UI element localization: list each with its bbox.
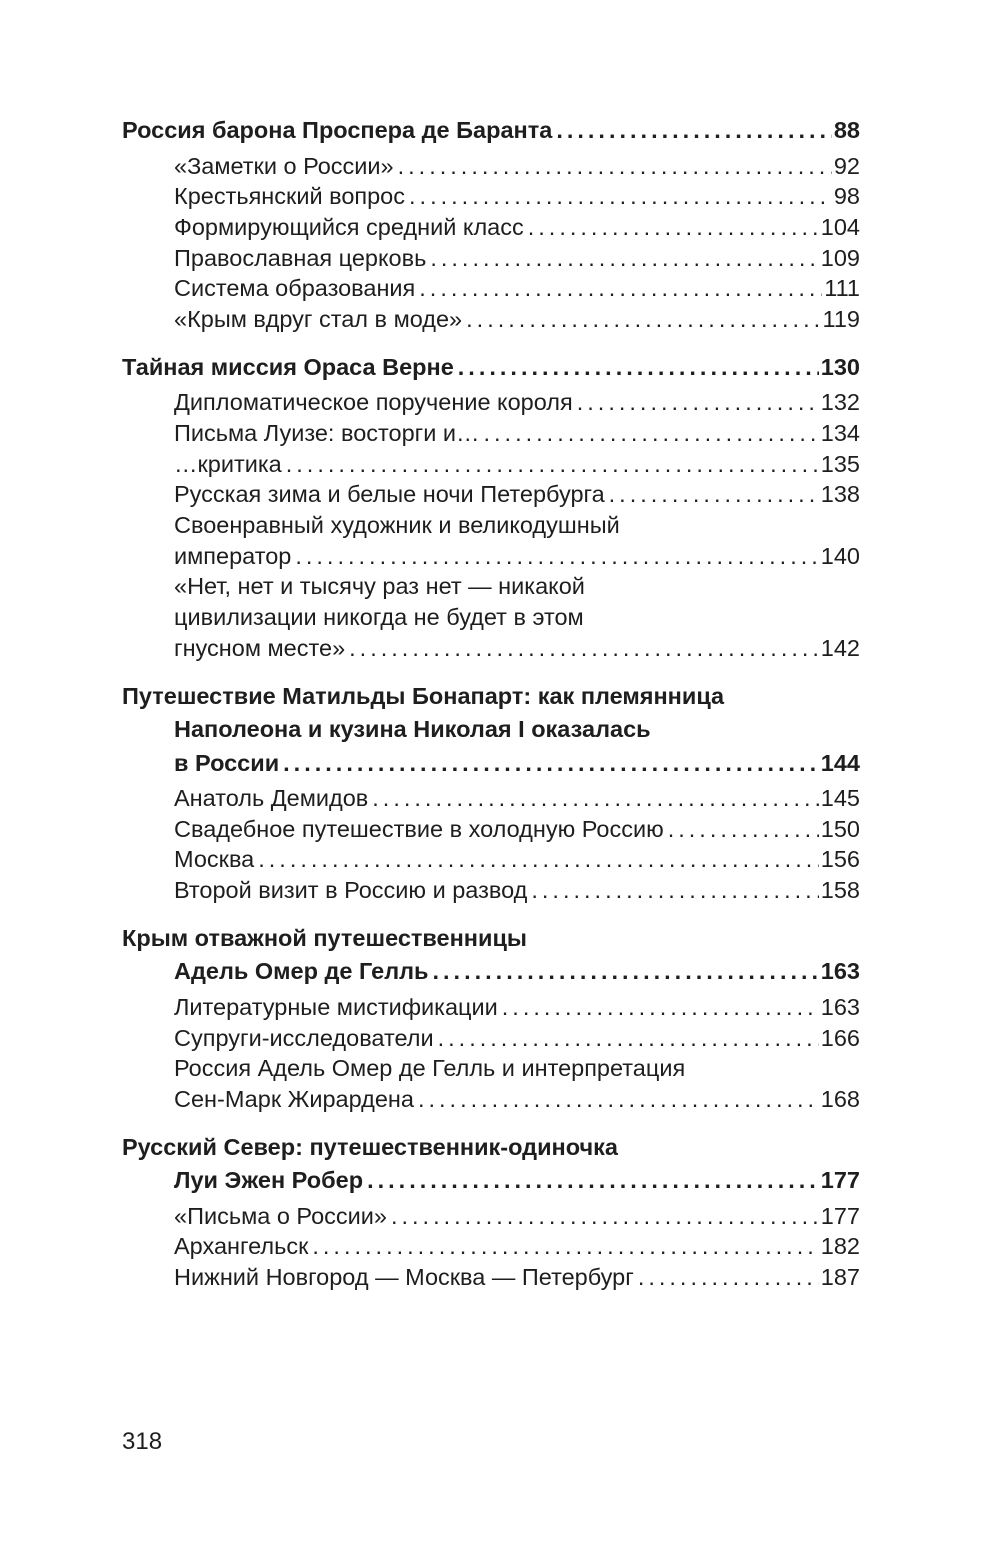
toc-subsection-line [122, 1201, 860, 1232]
toc-entry-title: Православная церковь [174, 244, 427, 271]
toc-subsection-line [122, 181, 860, 212]
toc-page-number: 168 [820, 1085, 860, 1112]
dot-leader [430, 243, 818, 274]
dot-leader [466, 304, 820, 335]
toc-entry-title: Крым отважной путешественницы [122, 924, 527, 951]
page-number: 318 [122, 1428, 163, 1455]
toc-subsection-line [122, 304, 860, 335]
toc-entry-title: Наполеона и кузина Николая I оказалась [174, 716, 651, 743]
dot-leader [312, 1231, 818, 1262]
toc-entry-title: Дипломатическое поручение короля [174, 389, 573, 416]
toc-chapter-line [122, 747, 860, 781]
toc-entry-title: …критика [174, 450, 282, 477]
toc-entry-title: Россия барона Проспера де Баранта [122, 117, 553, 143]
toc-subsection-line [122, 449, 860, 480]
toc-page-number: 138 [820, 481, 860, 508]
toc-page-number: 134 [820, 419, 860, 446]
toc-subsection-line [122, 814, 860, 845]
dot-leader [502, 992, 819, 1023]
toc-page-number: 163 [820, 993, 860, 1020]
toc-chapter-line [122, 1164, 860, 1198]
toc-chapter-line [122, 713, 860, 747]
toc-subsection-line [122, 992, 860, 1023]
toc-page-number: 177 [820, 1202, 860, 1229]
toc-entry-title: Луи Эжен Робер [174, 1167, 364, 1194]
toc-chapter-line [122, 114, 860, 148]
toc-section [122, 922, 860, 1115]
dot-leader [286, 449, 819, 480]
toc-subsection-line [122, 479, 860, 510]
toc-entry-title: Анатоль Демидов [174, 785, 369, 812]
toc-page-number: 104 [820, 213, 860, 240]
dot-leader [372, 783, 819, 814]
toc-entry-title: Литературные мистификации [174, 993, 498, 1020]
dot-leader [638, 1262, 819, 1293]
toc-page-number: 150 [820, 815, 860, 842]
dot-leader [295, 541, 818, 572]
toc-entry-title: цивилизации никогда не будет в этом [174, 604, 584, 631]
toc-subsection-line [122, 875, 860, 906]
toc-entry-title: Крестьянский вопрос [174, 183, 406, 210]
table-of-contents [122, 114, 860, 1309]
dot-leader [283, 747, 819, 781]
toc-page-number: 158 [820, 877, 860, 904]
toc-subsection-line [122, 1023, 860, 1054]
dot-leader [418, 1084, 819, 1115]
dot-leader [419, 273, 822, 304]
toc-entry-title: Система образования [174, 275, 416, 302]
toc-entry-title: «Крым вдруг стал в моде» [174, 306, 463, 333]
dot-leader [484, 418, 819, 449]
toc-page-number: 98 [833, 183, 860, 210]
toc-entry-title: Второй визит в Россию и развод [174, 877, 528, 904]
toc-subsection-line [122, 844, 860, 875]
toc-section [122, 680, 860, 906]
toc-chapter-line [122, 351, 860, 385]
toc-chapter-line [122, 955, 860, 989]
toc-entry-title: Путешествие Матильды Бонапарт: как племянница [122, 682, 725, 709]
toc-page-number: 187 [820, 1264, 860, 1291]
toc-subsection-line [122, 1231, 860, 1262]
dot-leader [391, 1201, 819, 1232]
toc-entry-title: в России [174, 749, 280, 776]
toc-section [122, 351, 860, 664]
toc-entry-title: Россия Адель Омер де Гелль и интерпретация [174, 1055, 686, 1082]
toc-page-number: 140 [820, 542, 860, 569]
toc-page-number: 119 [822, 306, 860, 333]
toc-entry-title: Архангельск [174, 1233, 309, 1260]
toc-entry-title: Письма Луизе: восторги и… [174, 419, 480, 446]
dot-leader [668, 814, 819, 845]
toc-chapter-line [122, 1131, 860, 1165]
toc-page-number: 163 [820, 958, 860, 985]
toc-subsection-line [122, 273, 860, 304]
toc-page-number: 166 [820, 1024, 860, 1051]
toc-page-number: 109 [820, 244, 860, 271]
dot-leader [528, 212, 819, 243]
toc-subsection-line [122, 633, 860, 664]
toc-subsection-line [122, 1262, 860, 1293]
toc-entry-title: Русская зима и белые ночи Петербурга [174, 481, 605, 508]
toc-entry-title: Свадебное путешествие в холодную Россию [174, 815, 664, 842]
toc-page-number: 144 [820, 749, 860, 776]
toc-subsection-line [122, 151, 860, 182]
toc-subsection-line [122, 212, 860, 243]
toc-subsection-line [122, 541, 860, 572]
dot-leader [438, 1023, 819, 1054]
dot-leader [556, 114, 832, 148]
toc-subsection-line [122, 783, 860, 814]
toc-subsection-line [122, 602, 860, 633]
toc-page-number: 135 [820, 450, 860, 477]
toc-entry-title: «Нет, нет и тысячу раз нет — никакой [174, 573, 585, 600]
toc-page-number: 182 [820, 1233, 860, 1260]
dot-leader [409, 181, 832, 212]
toc-subsection-line [122, 1053, 860, 1084]
toc-entry-title: Адель Омер де Гелль [174, 958, 429, 985]
toc-page-number: 145 [820, 785, 860, 812]
toc-page-number: 130 [820, 353, 860, 380]
toc-entry-title: Сен-Марк Жирардена [174, 1085, 414, 1112]
toc-page-number: 88 [833, 117, 860, 143]
dot-leader [349, 633, 819, 664]
dot-leader [458, 351, 819, 385]
toc-chapter-line [122, 680, 860, 714]
dot-leader [609, 479, 819, 510]
dot-leader [398, 151, 832, 182]
toc-page-number: 111 [824, 275, 860, 302]
toc-entry-title: Москва [174, 846, 255, 873]
toc-entry-title: гнусном месте» [174, 634, 346, 661]
toc-entry-title: Тайная миссия Ораса Верне [122, 353, 454, 380]
toc-entry-title: «Заметки о России» [174, 152, 394, 179]
toc-section [122, 1131, 860, 1293]
dot-leader [258, 844, 819, 875]
dot-leader [577, 387, 819, 418]
toc-subsection-line [122, 1084, 860, 1115]
toc-page-number: 142 [820, 634, 860, 661]
toc-section [122, 114, 860, 335]
toc-page-number: 156 [820, 846, 860, 873]
toc-entry-title: император [174, 542, 292, 569]
dot-leader [433, 955, 819, 989]
toc-subsection-line [122, 571, 860, 602]
toc-chapter-line [122, 922, 860, 956]
toc-page-number: 177 [820, 1167, 860, 1194]
toc-entry-title: Русский Север: путешественник-одиночка [122, 1133, 618, 1160]
toc-entry-title: Нижний Новгород — Москва — Петербург [174, 1264, 634, 1291]
dot-leader [531, 875, 818, 906]
toc-entry-title: Своенравный художник и великодушный [174, 512, 620, 539]
toc-page-number: 132 [820, 389, 860, 416]
toc-subsection-line [122, 418, 860, 449]
toc-entry-title: Супруги-исследователи [174, 1024, 434, 1051]
toc-entry-title: Формирующийся средний класс [174, 213, 524, 240]
toc-page-number: 92 [833, 152, 860, 179]
toc-subsection-line [122, 510, 860, 541]
toc-entry-title: «Письма о России» [174, 1202, 387, 1229]
toc-subsection-line [122, 243, 860, 274]
toc-subsection-line [122, 387, 860, 418]
dot-leader [367, 1164, 819, 1198]
